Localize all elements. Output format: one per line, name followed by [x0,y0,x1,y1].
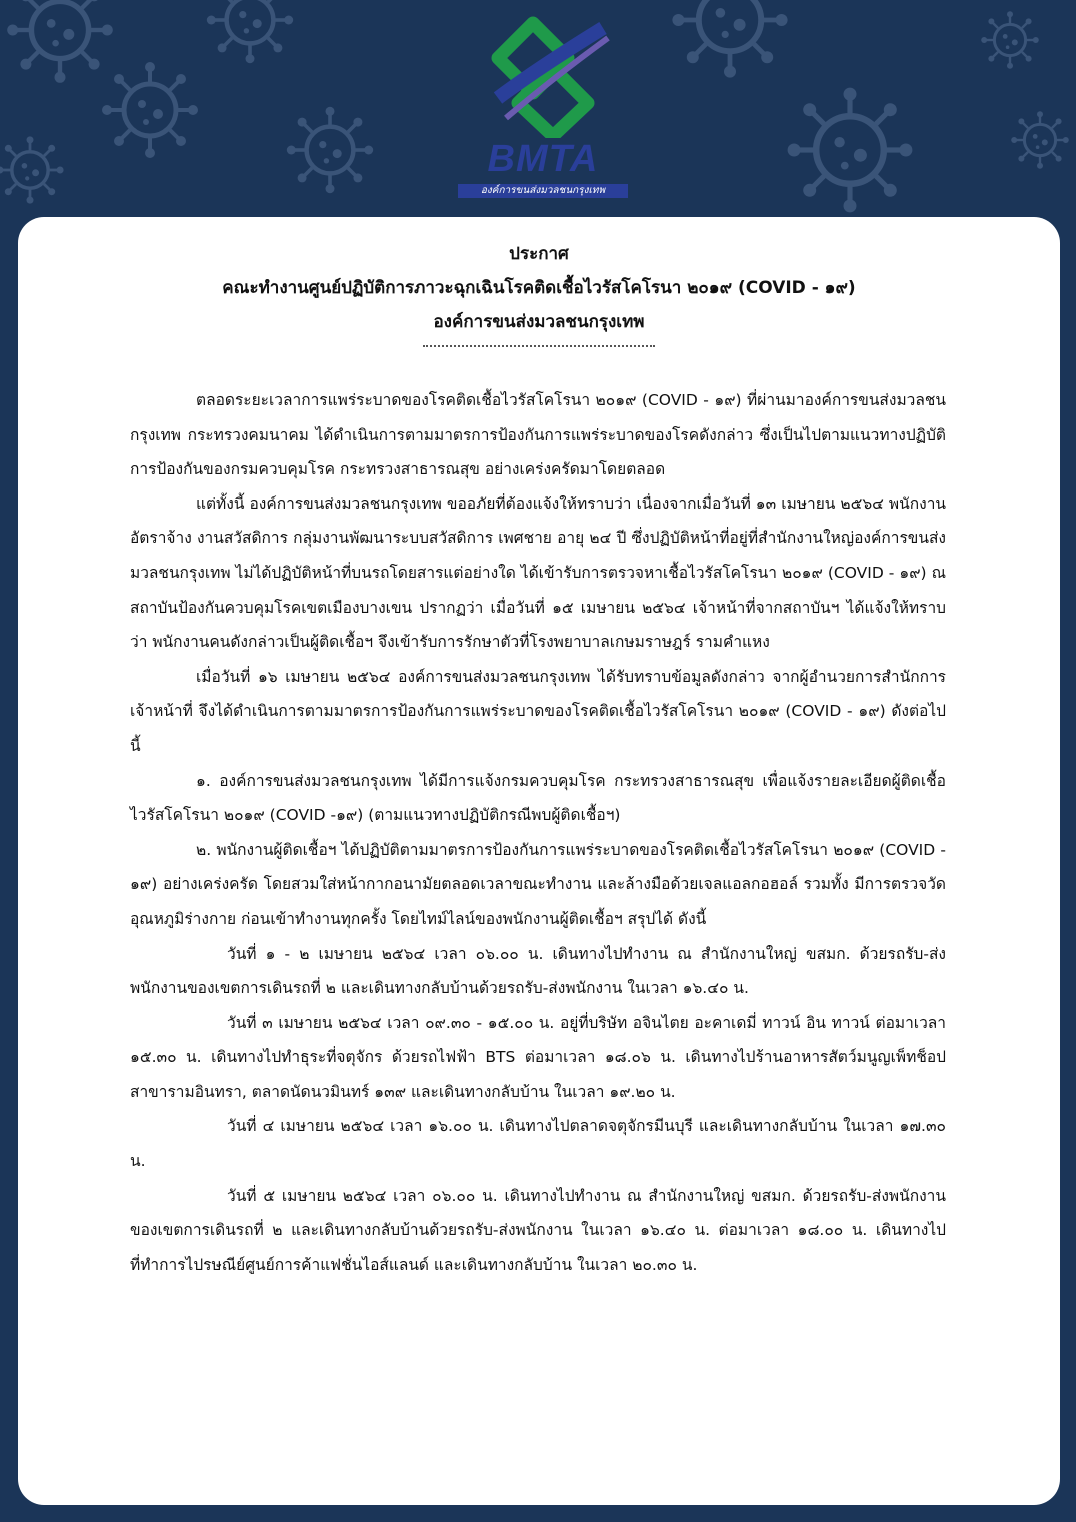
logo-subtitle: องค์การขนส่งมวลชนกรุงเทพ [458,184,628,198]
committee-name: คณะทำงานศูนย์ปฏิบัติการภาวะฉุกเฉินโรคติดเชื้อไวรัสโคโรนา ๒๐๑๙ (COVID - ๑๙) [222,278,856,298]
logo-wordmark: BMTA [487,138,599,180]
announcement-card [18,217,1060,1505]
paragraph: เมื่อวันที่ ๑๖ เมษายน ๒๕๖๔ องค์การขนส่งมวลชนกรุงเทพ ได้รับทราบข้อมูลดังกล่าว จากผู้อำนวยการสำนักการเจ้าหน้าที่ จึงได้ดำเนินการตามมาตรการป้องกันการแพร่ระบาดของโรคติดเชื้อไวรัสโคโรนา ๒๐๑๙ (COVID - ๑๙) ดังต่อไปนี้ [130,667,946,755]
dotted-divider [423,345,655,347]
paragraph-item-1: ๑. องค์การขนส่งมวลชนกรุงเทพ ได้มีการแจ้งกรมควบคุมโรค กระทรวงสาธารณสุข เพื่อแจ้งรายละเอียดผู้ติดเชื้อไวรัสโคโรนา ๒๐๑๙ (COVID -๑๙) (ตามแนวทางปฏิบัติกรณีพบผู้ติดเชื้อฯ) [130,771,946,825]
bmta-logo [458,8,628,200]
announcement-title: ประกาศ [509,244,569,264]
timeline-entry: วันที่ ๔ เมษายน ๒๕๖๔ เวลา ๑๖.๐๐ น. เดินทางไปตลาดจตุจักรมีนบุรี และเดินทางกลับบ้าน ในเวลา ๑๗.๓๐ น. [130,1117,946,1171]
paragraph: ตลอดระยะเวลาการแพร่ระบาดของโรคติดเชื้อไวรัสโคโรนา ๒๐๑๙ (COVID - ๑๙) ที่ผ่านมาองค์การขนส่งมวลชนกรุงเทพ กระทรวงคมนาคม ได้ดำเนินการตามมาตรการป้องกันการแพร่ระบาดของโรคดังกล่าว ซึ่งเป็นไปตามแนวทางปฏิบัติการป้องกันของกรมควบคุมโรค กระทรวงสาธารณสุข อย่างเคร่งครัดมาโดยตลอด [130,391,946,479]
announcement-body [130,383,946,1282]
organization-name: องค์การขนส่งมวลชนกรุงเทพ [433,312,645,332]
timeline-entry: วันที่ ๑ - ๒ เมษายน ๒๕๖๔ เวลา ๐๖.๐๐ น. เดินทางไปทำงาน ณ สำนักงานใหญ่ ขสมก. ด้วยรถรับ-ส่งพนักงานของเขตการเดินรถที่ ๒ และเดินทางกลับบ้านด้วยรถรับ-ส่งพนักงาน ในเวลา ๑๖.๔๐ น. [130,944,946,998]
paragraph: แต่ทั้งนี้ องค์การขนส่งมวลชนกรุงเทพ ขออภัยที่ต้องแจ้งให้ทราบว่า เนื่องจากเมื่อวันที่ ๑๓ เมษายน ๒๕๖๔ พนักงานอัตราจ้าง งานสวัสดิการ กลุ่มงานพัฒนาระบบสวัสดิการ เพศชาย อายุ ๒๔ ปี ซึ่งปฏิบัติหน้าที่อยู่ที่สำนักงานใหญ่องค์การขนส่งมวลชนกรุงเทพ ไม่ได้ปฏิบัติหน้าที่บนรถโดยสารแต่อย่างใด ได้เข้ารับการตรวจหาเชื้อไวรัสโคโรนา ๒๐๑๙ (COVID - ๑๙) ณ สถาบันป้องกันควบคุมโรคเขตเมืองบางเขน ปรากฏว่า เมื่อวันที่ ๑๕ เมษายน ๒๕๖๔ เจ้าหน้าที่จากสถาบันฯ ได้แจ้งให้ทราบว่า พนักงานคนดังกล่าวเป็นผู้ติดเชื้อฯ จึงเข้ารับการรักษาตัวที่โรงพยาบาลเกษมราษฎร์ รามคำแหง [130,494,946,652]
announcement-header [18,237,1060,339]
timeline-entry: วันที่ ๕ เมษายน ๒๕๖๔ เวลา ๐๖.๐๐ น. เดินทางไปทำงาน ณ สำนักงานใหญ่ ขสมก. ด้วยรถรับ-ส่งพนักงานของเขตการเดินรถที่ ๒ และเดินทางกลับบ้านด้วยรถรับ-ส่งพนักงาน ในเวลา ๑๖.๔๐ น. ต่อมาเวลา ๑๘.๐๐ น. เดินทางไป ที่ทำการไปรษณีย์ศูนย์การค้าแฟชั่นไอส์แลนด์ และเดินทางกลับบ้าน ในเวลา ๒๐.๓๐ น. [130,1186,946,1274]
timeline-entry: วันที่ ๓ เมษายน ๒๕๖๔ เวลา ๐๙.๓๐ - ๑๕.๐๐ น. อยู่ที่บริษัท อจินไตย อะคาเดมี่ ทาวน์ อิน ทาวน์ ต่อมาเวลา ๑๕.๓๐ น. เดินทางไปทำธุระที่จตุจักร ด้วยรถไฟฟ้า BTS ต่อมาเวลา ๑๘.๐๖ น. เดินทางไปร้านอาหารสัตว์มนูญเพ็ทช็อป สาขารามอินทรา, ตลาดนัดนวมินทร์ ๑๓๙ และเดินทางกลับบ้าน ในเวลา ๑๙.๒๐ น. [130,1013,946,1101]
bmta-emblem-icon [458,8,628,138]
paragraph-item-2: ๒. พนักงานผู้ติดเชื้อฯ ได้ปฏิบัติตามมาตรการป้องกันการแพร่ระบาดของโรคติดเชื้อไวรัสโคโรนา ๒๐๑๙ (COVID - ๑๙) อย่างเคร่งครัด โดยสวมใส่หน้ากากอนามัยตลอดเวลาขณะทำงาน และล้างมือด้วยเจลแอลกอฮอล์ รวมทั้ง มีการตรวจวัดอุณหภูมิร่างกาย ก่อนเข้าทำงานทุกครั้ง โดยไทม์ไลน์ของพนักงานผู้ติดเชื้อฯ สรุปได้ ดังนี้ [130,840,946,928]
